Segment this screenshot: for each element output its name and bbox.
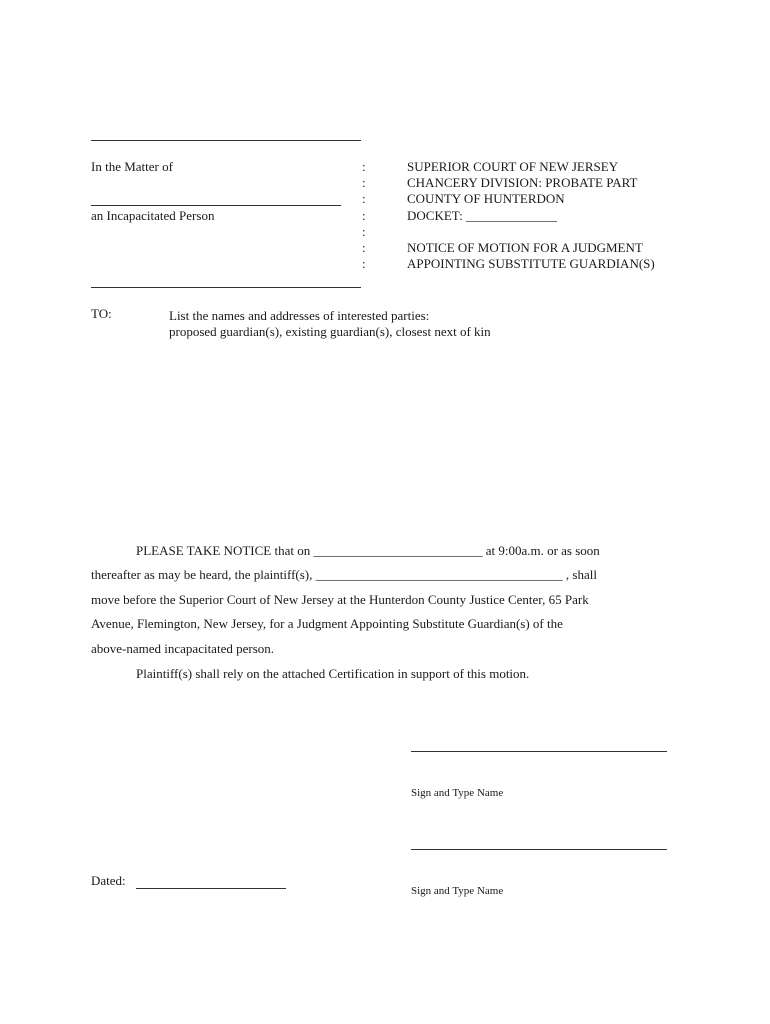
caption-colon: : xyxy=(362,191,366,206)
matter-label: In the Matter of xyxy=(91,159,173,174)
caption-colon: : xyxy=(362,256,366,271)
dated-field[interactable] xyxy=(136,888,286,889)
docket-field[interactable]: DOCKET: ______________ xyxy=(407,208,557,223)
notice-body-line-5: above-named incapacitated person. xyxy=(91,641,274,656)
court-county: COUNTY OF HUNTERDON xyxy=(407,191,565,206)
signature-label-1: Sign and Type Name xyxy=(411,787,504,799)
caption-colon: : xyxy=(362,159,366,174)
to-label: TO: xyxy=(91,306,112,321)
caption-top-rule xyxy=(91,140,361,141)
court-name: SUPERIOR COURT OF NEW JERSEY xyxy=(407,159,619,174)
notice-title-line-1: NOTICE OF MOTION FOR A JUDGMENT xyxy=(407,240,643,255)
court-division: CHANCERY DIVISION: PROBATE PART xyxy=(407,175,638,190)
signature-line-1[interactable] xyxy=(411,751,667,752)
notice-body-line-3: move before the Superior Court of New Jersey at the Hunterdon County Justice Center, 65 Park xyxy=(91,592,589,607)
signature-line-2[interactable] xyxy=(411,849,667,850)
caption-colon: : xyxy=(362,224,366,239)
dated-label: Dated: xyxy=(91,873,126,888)
notice-body-line-2: thereafter as may be heard, the plaintiff(s), ______________________________________ , shall xyxy=(91,567,597,582)
to-instruction-line-2: proposed guardian(s), existing guardian(s), closest next of kin xyxy=(169,324,491,339)
notice-body-line-6: Plaintiff(s) shall rely on the attached Certification in support of this motion. xyxy=(136,666,530,681)
to-instruction-line-1: List the names and addresses of interested parties: xyxy=(169,308,430,323)
matter-name-field[interactable] xyxy=(91,205,341,206)
caption-bottom-rule xyxy=(91,287,361,288)
signature-label-2: Sign and Type Name xyxy=(411,885,504,897)
caption-colon: : xyxy=(362,208,366,223)
notice-title-line-2: APPOINTING SUBSTITUTE GUARDIAN(S) xyxy=(407,256,655,271)
caption-colon: : xyxy=(362,175,366,190)
incapacitated-label: an Incapacitated Person xyxy=(91,208,215,223)
notice-body-line-1: PLEASE TAKE NOTICE that on __________________________ at 9:00a.m. or as soon xyxy=(136,543,600,558)
caption-colon: : xyxy=(362,240,366,255)
notice-body-line-4: Avenue, Flemington, New Jersey, for a Judgment Appointing Substitute Guardian(s) of the xyxy=(91,616,563,631)
